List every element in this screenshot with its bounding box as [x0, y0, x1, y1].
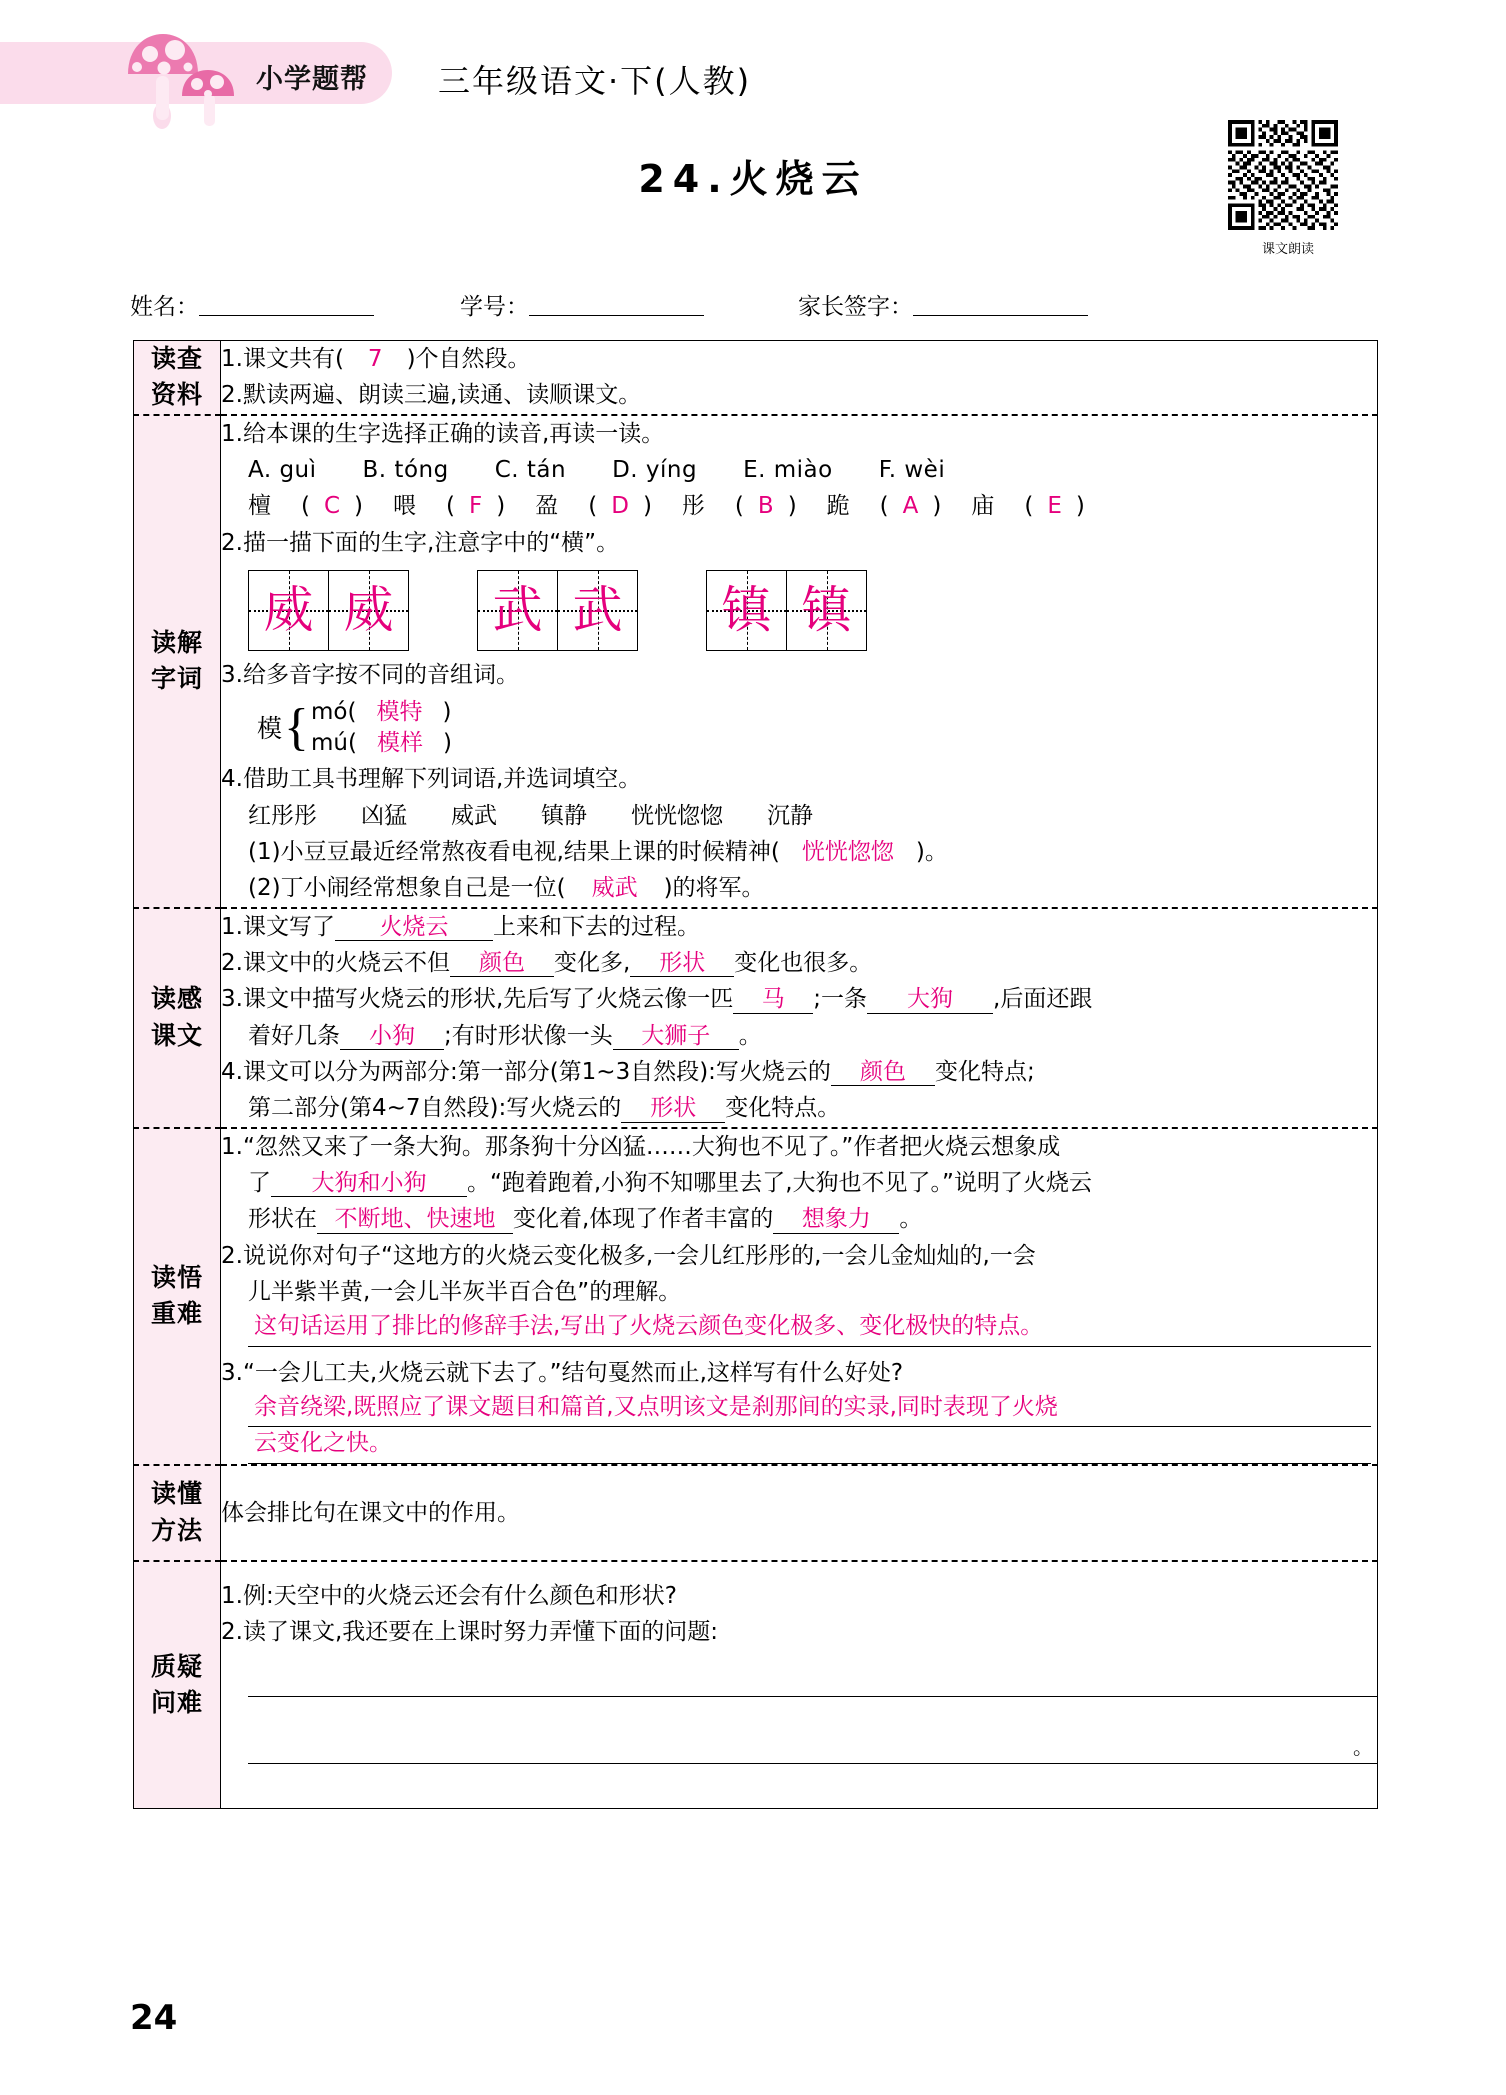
- answer-blank[interactable]: 颜色: [450, 950, 554, 977]
- polyphone-row[interactable]: mú( 模样 ): [310, 730, 452, 757]
- category-label-read-research: 读查 资料: [134, 341, 221, 415]
- answer-blank[interactable]: 大狗: [867, 986, 993, 1013]
- answer-paragraph-count: 7: [367, 346, 383, 372]
- tracing-character: 威: [263, 581, 314, 640]
- free-write-lines: [221, 1656, 1377, 1764]
- pinyin-option: E. miào: [743, 456, 833, 483]
- question-3-4: 4.课文可以分为两部分:第一部分(第1~3自然段):写火烧云的 颜色 变化特点;: [221, 1059, 1035, 1086]
- answer-word: 模特: [376, 699, 423, 726]
- answer-blank[interactable]: 火烧云: [335, 914, 493, 941]
- polyphone-character: 模: [257, 713, 283, 743]
- question-2-1: 1.给本课的生字选择正确的读音,再读一读。: [221, 420, 665, 447]
- answer-blank[interactable]: 不断地、快速地: [317, 1206, 513, 1233]
- tracing-cell[interactable]: [478, 571, 558, 650]
- question-2-3: 3.给多音字按不同的音组词。: [221, 661, 519, 688]
- answer-letter: F: [469, 493, 483, 520]
- character-answer-item[interactable]: 喂 ( F ): [393, 493, 506, 520]
- question-6-2: 2.读了课文,我还要在上课时努力弄懂下面的问题:: [221, 1619, 719, 1645]
- character-answer-row: [221, 488, 1377, 524]
- mushroom-logo-icon: [120, 24, 260, 129]
- section-questioning: [134, 1561, 1378, 1809]
- answer-blank[interactable]: 小狗: [340, 1023, 444, 1050]
- section-read-comprehension: [134, 908, 1378, 1128]
- tracing-grid-group[interactable]: [248, 570, 409, 651]
- student-number-label: 学号：: [460, 294, 529, 320]
- section-read-key-points: [134, 1128, 1378, 1465]
- page-title: 24.火烧云: [638, 157, 868, 201]
- tracing-cell[interactable]: [249, 571, 329, 650]
- method-text: 体会排比句在课文中的作用。: [221, 1499, 520, 1526]
- section-body-read-comprehension: [221, 908, 1378, 1128]
- word-bank-item: 沉静: [767, 802, 813, 829]
- parent-signature-input-line[interactable]: [913, 295, 1088, 316]
- section-body-questioning: [221, 1561, 1378, 1809]
- pinyin-option: B. tóng: [362, 456, 449, 483]
- pinyin-option: C. tán: [494, 456, 567, 483]
- end-mark: 。: [1353, 1734, 1373, 1759]
- answer-blank[interactable]: 大狗和小狗: [271, 1170, 467, 1197]
- fill-blank-2-4-1: (1)小豆豆最近经常熬夜看电视,结果上课的时候精神( 恍恍惚惚 )。: [248, 839, 948, 866]
- question-4-1-line2: 了 大狗和小狗 。“跑着跑着,小狗不知哪里去了,大狗也不见了。”说明了火烧云: [248, 1170, 1092, 1196]
- question-4-1-line3: 形状在 不断地、快速地 变化着,体现了作者丰富的 想象力 。: [248, 1206, 923, 1233]
- tracing-cell[interactable]: [787, 571, 866, 650]
- section-understand-method: [134, 1465, 1378, 1561]
- word-bank-row: [221, 798, 1377, 834]
- worksheet-table: [133, 340, 1378, 1809]
- category-label-read-comprehension: 读感 课文: [134, 908, 221, 1128]
- tracing-grids: [221, 570, 1377, 651]
- tracing-character: 镇: [721, 581, 772, 640]
- category-label-understand-method: 读懂 方法: [134, 1465, 221, 1561]
- answer-letter: D: [611, 493, 629, 520]
- fill-blank-2-4-2: (2)丁小闹经常想象自己是一位( 威武 )的将军。: [248, 875, 765, 902]
- question-6-1: 1.例:天空中的火烧云还会有什么颜色和形状?: [221, 1582, 677, 1609]
- tracing-grid-group[interactable]: [477, 570, 638, 651]
- answer-blank[interactable]: 形状: [630, 950, 734, 977]
- word-bank-item: 恍恍惚惚: [631, 802, 723, 829]
- qr-code-icon[interactable]: [1228, 120, 1338, 230]
- question-4-1-line1: 1.“忽然又来了一条大狗。那条狗十分凶猛……大狗也不见了。”作者把火烧云想象成: [221, 1133, 1061, 1160]
- word-bank-item: 凶猛: [361, 802, 407, 829]
- polyphone-row[interactable]: mó( 模特 ): [310, 699, 452, 726]
- polyphone-block: [221, 697, 1377, 759]
- name-label: 姓名：: [130, 294, 199, 320]
- write-line[interactable]: [248, 1656, 1377, 1697]
- character-answer-item[interactable]: 盈 ( D ): [535, 493, 652, 520]
- tracing-character: 镇: [801, 581, 852, 640]
- answer-letter: C: [323, 493, 341, 520]
- tracing-cell[interactable]: [558, 571, 637, 650]
- answer-blank[interactable]: 颜色: [831, 1059, 935, 1086]
- name-input-line[interactable]: [199, 295, 374, 316]
- question-4-2-line1: 2.说说你对句子“这地方的火烧云变化极多,一会儿红彤彤的,一会儿金灿灿的,一会: [221, 1242, 1036, 1269]
- answer-letter: A: [902, 493, 919, 520]
- tracing-grid-group[interactable]: [706, 570, 867, 651]
- write-line[interactable]: [248, 1723, 1377, 1764]
- student-number-field[interactable]: [460, 288, 704, 321]
- pinyin-option: F. wèi: [878, 456, 946, 483]
- question-3-2: 2.课文中的火烧云不但 颜色 变化多, 形状 变化也很多。: [221, 950, 873, 977]
- answer-line-4-3-a[interactable]: 余音绕梁,既照应了课文题目和篇首,又点明该文是刹那间的实录,同时表现了火烧: [248, 1391, 1371, 1427]
- word-bank-item: 镇静: [541, 802, 587, 829]
- question-4-3-line1: 3.“一会儿工夫,火烧云就下去了。”结句戛然而止,这样写有什么好处?: [221, 1359, 904, 1386]
- page-number: 24: [130, 1998, 178, 2038]
- section-body-understand-method: [221, 1465, 1378, 1561]
- answer-word: 模样: [376, 730, 423, 757]
- answer-blank[interactable]: 大狮子: [613, 1023, 739, 1050]
- tracing-character: 武: [492, 581, 543, 640]
- answer-letter: B: [757, 493, 774, 520]
- character-answer-item[interactable]: 庙 ( E ): [971, 493, 1085, 520]
- qr-caption: 课文朗读: [1261, 242, 1314, 257]
- category-label-questioning: 质疑 问难: [134, 1561, 221, 1809]
- question-3-1: 1.课文写了 火烧云 上来和下去的过程。: [221, 913, 700, 940]
- question-4-2-line2: 儿半紫半黄,一会儿半灰半百合色”的理解。: [248, 1278, 682, 1305]
- answer-blank[interactable]: 马: [733, 986, 813, 1013]
- character-answer-item[interactable]: 檀 ( C ): [248, 493, 364, 520]
- section-body-read-research: [221, 341, 1378, 415]
- tracing-character: 威: [343, 581, 394, 640]
- tracing-cell[interactable]: [329, 571, 408, 650]
- section-read-research: [134, 341, 1378, 415]
- word-bank-item: 威武: [451, 802, 497, 829]
- name-field[interactable]: [130, 288, 374, 321]
- section-body-read-key-points: [221, 1128, 1378, 1465]
- tracing-cell[interactable]: [707, 571, 787, 650]
- question-1-2: 2.默读两遍、朗读三遍,读通、读顺课文。: [221, 382, 642, 409]
- category-label-read-key-points: 读悟 重难: [134, 1128, 221, 1465]
- section-body-read-vocabulary: [221, 415, 1378, 908]
- brace-icon: {: [284, 699, 309, 757]
- pinyin-option: A. guì: [248, 456, 317, 483]
- brand-name: 小学题帮: [256, 64, 368, 95]
- question-2-2: 2.描一描下面的生字,注意字中的“横”。: [221, 529, 620, 556]
- qr-code-block[interactable]: [1228, 120, 1348, 257]
- question-1-1: 1.课文共有( 7 )个自然段。: [221, 346, 531, 372]
- parent-signature-field[interactable]: [798, 288, 1088, 321]
- question-3-4-line2: 第二部分(第4~7自然段):写火烧云的 形状 变化特点。: [248, 1095, 841, 1122]
- question-2-4: 4.借助工具书理解下列词语,并选词填空。: [221, 766, 642, 793]
- student-number-input-line[interactable]: [529, 295, 704, 316]
- answer-line-4-2[interactable]: 这句话运用了排比的修辞手法,写出了火烧云颜色变化极多、变化极快的特点。: [248, 1310, 1371, 1346]
- book-title: 三年级语文·下(人教): [438, 62, 752, 100]
- section-read-vocabulary: [134, 415, 1378, 908]
- polyphone-rows: [311, 697, 452, 759]
- answer-blank[interactable]: 想象力: [773, 1206, 899, 1233]
- answer-word: 恍恍惚惚: [801, 839, 894, 866]
- parent-signature-label: 家长签字：: [798, 294, 913, 320]
- pinyin-option: D. yíng: [612, 456, 698, 483]
- question-3-3-line2: 着好几条 小狗 ;有时形状像一头 大狮子 。: [248, 1022, 762, 1049]
- tracing-character: 武: [572, 581, 623, 640]
- answer-blank[interactable]: 形状: [621, 1095, 725, 1122]
- character-answer-item[interactable]: 彤 ( B ): [681, 493, 797, 520]
- category-label-read-vocabulary: 读解 字词: [134, 415, 221, 908]
- character-answer-item[interactable]: 跪 ( A ): [826, 493, 942, 520]
- answer-line-4-3-b[interactable]: 云变化之快。: [248, 1427, 1371, 1463]
- answer-word: 威武: [591, 875, 638, 902]
- word-bank-item: 红彤彤: [248, 802, 317, 829]
- question-3-3: 3.课文中描写火烧云的形状,先后写了火烧云像一匹 马 ;一条 大狗 ,后面还跟: [221, 986, 1093, 1013]
- pinyin-options-row: [221, 452, 1377, 488]
- answer-letter: E: [1047, 493, 1062, 520]
